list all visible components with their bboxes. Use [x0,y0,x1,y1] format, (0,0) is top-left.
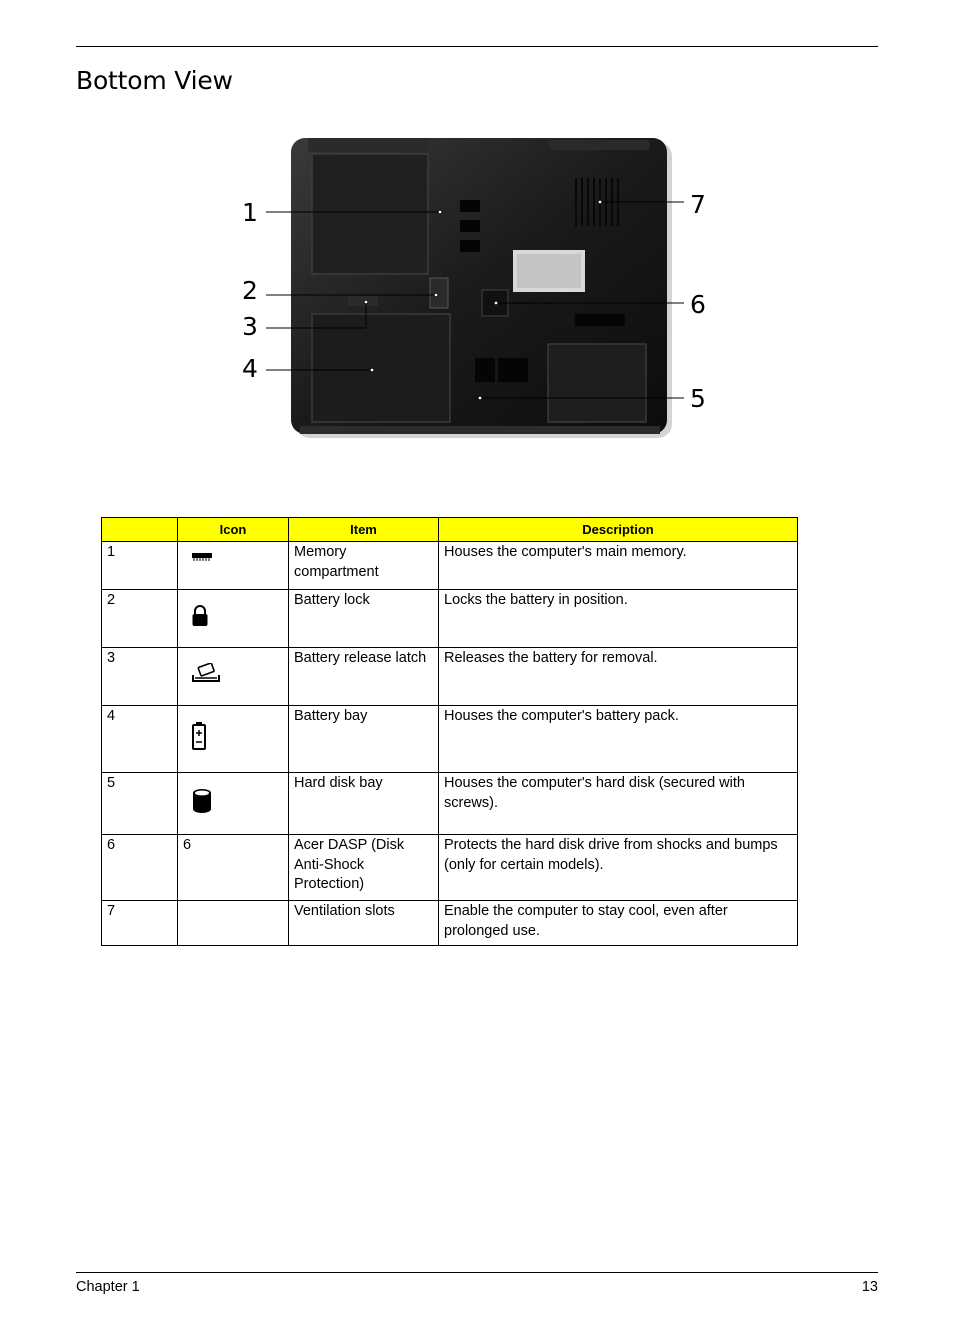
callout-2: 2 [242,276,258,305]
row-description: Releases the battery for removal. [439,648,798,706]
row-icon-cell [178,648,289,706]
row-number: 1 [102,542,178,590]
row-icon-cell [178,542,289,590]
lock-icon [191,605,209,627]
row-icon-cell [178,590,289,648]
table-row [102,773,798,835]
row-icon-cell [178,901,289,946]
laptop-bottom-illustration [230,130,710,450]
row-number: 6 [102,835,178,901]
row-item: Ventilation slots [289,901,439,946]
memory-chip-icon [191,549,213,563]
top-rule [76,46,878,47]
table-row [102,835,798,901]
table-row [102,706,798,773]
row-description: Houses the computer's main memory. [439,542,798,590]
row-icon-cell [178,773,289,835]
row-number: 4 [102,706,178,773]
row-number: 2 [102,590,178,648]
row-item: Battery release latch [289,648,439,706]
hard-disk-icon [191,788,213,814]
header-item: Item [289,518,439,542]
row-description: Locks the battery in position. [439,590,798,648]
row-description: Protects the hard disk drive from shocks and bumps (only for certain models). [439,835,798,901]
callout-6: 6 [690,290,706,319]
callout-7: 7 [690,190,706,219]
row-description: Enable the computer to stay cool, even after prolonged use. [439,901,798,946]
row-number: 3 [102,648,178,706]
row-icon-cell: 6 [178,835,289,901]
table-header-row [102,518,798,542]
table-row [102,648,798,706]
components-table [101,517,798,946]
callout-4: 4 [242,354,258,383]
footer-page-number: 13 [861,1279,878,1295]
header-icon: Icon [178,518,289,542]
page-title: Bottom View [76,66,233,95]
row-item: Battery bay [289,706,439,773]
row-number: 7 [102,901,178,946]
battery-icon [191,721,207,751]
callout-1: 1 [242,198,258,227]
row-number: 5 [102,773,178,835]
row-item: Battery lock [289,590,439,648]
callout-3: 3 [242,312,258,341]
row-item: Acer DASP (Disk Anti-Shock Protection) [289,835,439,901]
laptop-bottom-view-figure [230,130,710,450]
row-description: Houses the computer's battery pack. [439,706,798,773]
header-description: Description [439,518,798,542]
table-row [102,542,798,590]
battery-release-latch-icon [191,663,221,685]
row-item: Hard disk bay [289,773,439,835]
row-icon-cell [178,706,289,773]
callout-5: 5 [690,384,706,413]
table-row [102,901,798,946]
footer-chapter: Chapter 1 [76,1279,140,1295]
table-row [102,590,798,648]
row-description: Houses the computer's hard disk (secured with screws). [439,773,798,835]
header-number [102,518,178,542]
footer-rule [76,1272,878,1273]
row-item: Memory compartment [289,542,439,590]
